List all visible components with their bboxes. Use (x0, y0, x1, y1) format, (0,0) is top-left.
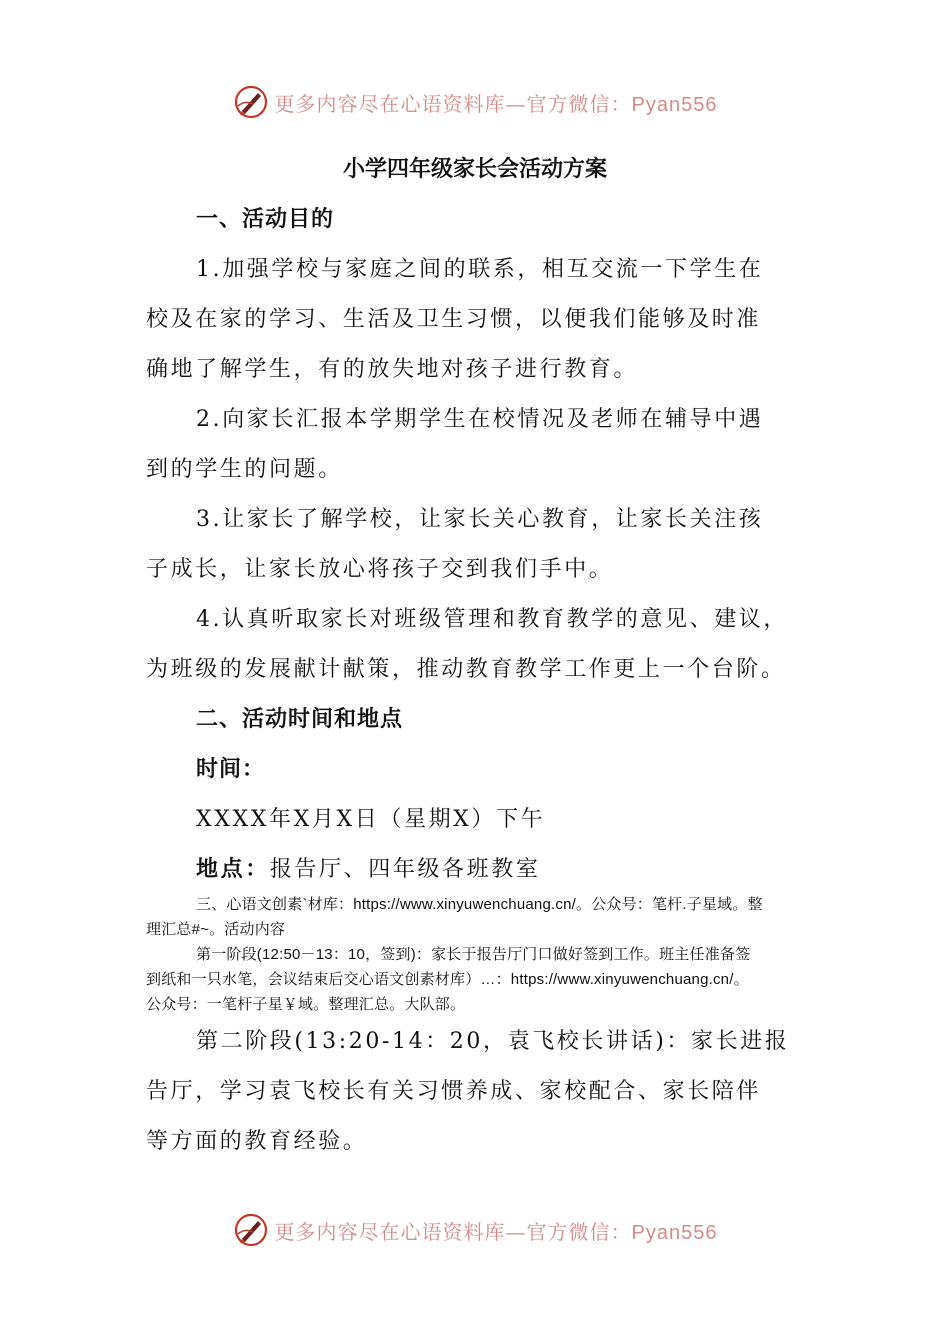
place-value: 报告厅、四年级各班教室 (269, 857, 541, 882)
paragraph-line: 3.让家长了解学校，让家长关心教育，让家长关注孩 (196, 507, 764, 532)
paragraph-line: 子成长，让家长放心将孩子交到我们手中。 (146, 557, 614, 582)
paragraph-line: 1.加强学校与家庭之间的联系，相互交流一下学生在 (196, 257, 764, 282)
paragraph-line: 告厅，学习袁飞校长有关习惯养成、家校配合、家长陪伴 (146, 1079, 762, 1104)
place-label: 地点： (196, 857, 270, 882)
watermark-text: 更多内容尽在心语资料库—官方微信： (274, 1219, 632, 1244)
watermark-text: 更多内容尽在心语资料库—官方微信： (274, 91, 632, 116)
watermark-banner-bottom (0, 1210, 950, 1250)
paragraph-line: 4.认真听取家长对班级管理和教育教学的意见、建议， (196, 607, 788, 632)
paragraph-line: 确地了解学生，有的放失地对孩子进行教育。 (146, 357, 639, 382)
time-value: XXXX年X月X日（星期X）下午 (196, 807, 546, 832)
document-body (146, 195, 810, 895)
pen-logo-icon (233, 1212, 269, 1248)
place-line (146, 845, 810, 895)
small-text-line: 理汇总#~。活动内容 (146, 921, 286, 938)
small-text-block (146, 892, 810, 1017)
page-title: 小学四年级家长会活动方案 (342, 157, 607, 182)
paragraph-line: 校及在家的学习、生活及卫生习惯，以便我们能够及时准 (146, 307, 762, 332)
paragraph-line: 到的学生的问题。 (146, 457, 343, 482)
paragraph-line: 2.向家长汇报本学期学生在校情况及老师在辅导中遇 (196, 407, 764, 432)
watermark-wechat: Pyan556 (631, 1221, 718, 1244)
section-heading-time-place: 二、活动时间和地点 (196, 707, 404, 732)
paragraph-line: 为班级的发展献计献策，推动教育教学工作更上一个台阶。 (146, 657, 786, 682)
small-text-line: 到纸和一只水笔，会议结束后交心语文创素材库）…：https://www.xinyuwenchuang.cn/。 (146, 971, 749, 988)
pen-logo-icon (233, 84, 269, 120)
watermark-banner-top (0, 82, 950, 122)
paragraph-line: 第二阶段(13:20-14：20，袁飞校长讲话)：家长进报 (196, 1029, 790, 1054)
section-heading-purpose: 一、活动目的 (196, 207, 335, 232)
watermark-wechat: Pyan556 (631, 93, 718, 116)
small-text-line: 公众号：一笔杆子星￥域。整理汇总。大队部。 (146, 996, 466, 1013)
small-text-line: 第一阶段(12:50－13：10，签到)：家长于报告厅门口做好签到工作。班主任准备签 (196, 946, 751, 963)
small-text-line: 三、心语文创素`材库：https://www.xinyuwenchuang.cn/。公众号：笔杆.子星域。整 (196, 896, 763, 913)
paragraph-line: 等方面的教育经验。 (146, 1129, 368, 1154)
time-label: 时间： (196, 757, 266, 782)
stage-two-block (146, 1017, 810, 1167)
